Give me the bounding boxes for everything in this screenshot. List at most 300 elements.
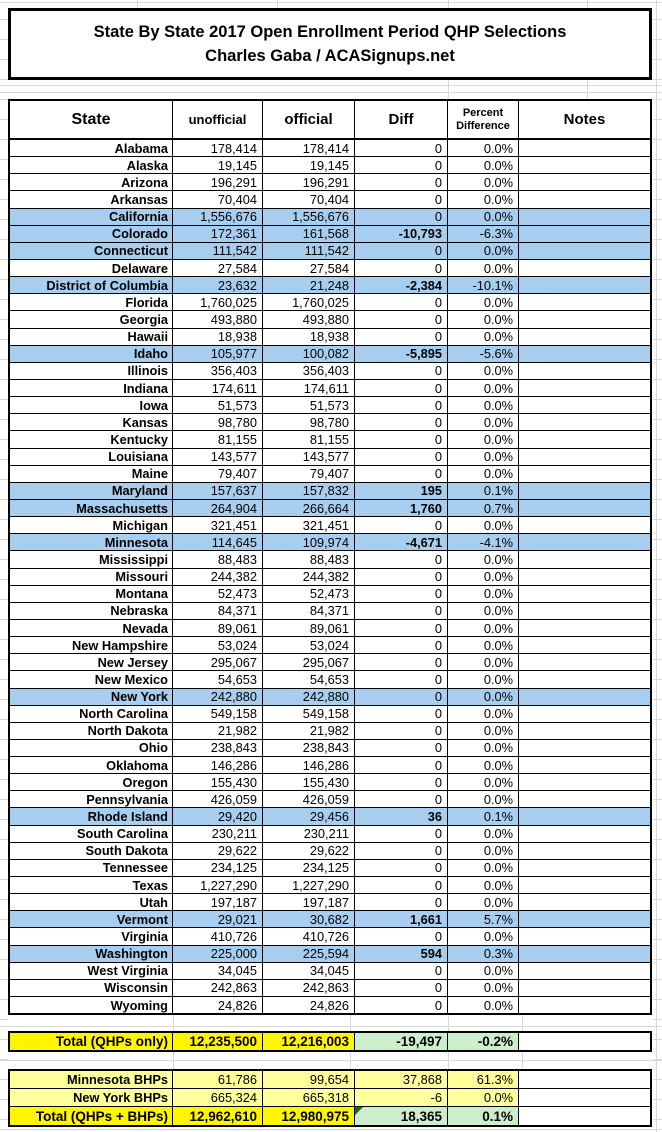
percent-difference-cell[interactable]: -4.1% bbox=[447, 534, 518, 550]
total-qhps-percent-cell[interactable]: -0.2% bbox=[447, 1033, 518, 1050]
diff-value-cell[interactable]: 0 bbox=[354, 466, 447, 482]
diff-value-cell[interactable]: 0 bbox=[354, 586, 447, 602]
diff-value-cell[interactable]: 0 bbox=[354, 363, 447, 379]
notes-cell[interactable] bbox=[518, 517, 650, 533]
percent-difference-cell[interactable]: 0.0% bbox=[447, 414, 518, 430]
ny-bhp-label-cell[interactable]: New York BHPs bbox=[10, 1089, 172, 1106]
mn-bhp-unofficial-cell[interactable]: 61,786 bbox=[172, 1071, 262, 1088]
official-value-cell[interactable]: 52,473 bbox=[262, 586, 354, 602]
diff-value-cell[interactable]: -2,384 bbox=[354, 277, 447, 293]
official-value-cell[interactable]: 100,082 bbox=[262, 346, 354, 362]
official-value-cell[interactable]: 79,407 bbox=[262, 466, 354, 482]
unofficial-value-cell[interactable]: 549,158 bbox=[172, 706, 262, 722]
notes-cell[interactable] bbox=[518, 260, 650, 276]
total-qhps-diff-cell[interactable]: -19,497 bbox=[354, 1033, 447, 1050]
percent-difference-cell[interactable]: 0.0% bbox=[447, 637, 518, 653]
diff-value-cell[interactable]: 0 bbox=[354, 637, 447, 653]
official-value-cell[interactable]: 88,483 bbox=[262, 551, 354, 567]
column-header-official[interactable]: official bbox=[262, 101, 354, 138]
official-value-cell[interactable]: 111,542 bbox=[262, 243, 354, 259]
state-name-cell[interactable]: Kansas bbox=[122, 414, 168, 430]
diff-value-cell[interactable]: 0 bbox=[354, 209, 447, 225]
column-header-unofficial[interactable]: unofficial bbox=[172, 101, 262, 138]
official-value-cell[interactable]: 410,726 bbox=[262, 928, 354, 944]
diff-value-cell[interactable]: 0 bbox=[354, 414, 447, 430]
percent-difference-cell[interactable]: 0.0% bbox=[447, 620, 518, 636]
unofficial-value-cell[interactable]: 18,938 bbox=[172, 329, 262, 345]
state-name-cell[interactable]: South Dakota bbox=[85, 843, 168, 859]
state-name-cell[interactable]: Oklahoma bbox=[106, 757, 168, 773]
diff-value-cell[interactable]: 0 bbox=[354, 997, 447, 1013]
official-value-cell[interactable]: 238,843 bbox=[262, 740, 354, 756]
ny-bhp-notes-cell[interactable] bbox=[518, 1089, 650, 1106]
ny-bhp-diff-cell[interactable]: -6 bbox=[354, 1089, 447, 1106]
state-name-cell[interactable]: Florida bbox=[125, 294, 168, 310]
state-name-cell[interactable]: Arizona bbox=[121, 174, 168, 190]
notes-cell[interactable] bbox=[518, 294, 650, 310]
official-value-cell[interactable]: 155,430 bbox=[262, 774, 354, 790]
official-value-cell[interactable]: 161,568 bbox=[262, 226, 354, 242]
official-value-cell[interactable]: 109,974 bbox=[262, 534, 354, 550]
diff-value-cell[interactable]: 0 bbox=[354, 157, 447, 173]
official-value-cell[interactable]: 24,826 bbox=[262, 997, 354, 1013]
state-name-cell[interactable]: Pennsylvania bbox=[86, 791, 168, 807]
official-value-cell[interactable]: 1,227,290 bbox=[262, 877, 354, 893]
unofficial-value-cell[interactable]: 29,622 bbox=[172, 843, 262, 859]
unofficial-value-cell[interactable]: 234,125 bbox=[172, 860, 262, 876]
state-name-cell[interactable]: Alaska bbox=[126, 157, 168, 173]
notes-cell[interactable] bbox=[518, 603, 650, 619]
diff-value-cell[interactable]: -4,671 bbox=[354, 534, 447, 550]
mn-bhp-label-cell[interactable]: Minnesota BHPs bbox=[10, 1071, 172, 1088]
notes-cell[interactable] bbox=[518, 980, 650, 996]
unofficial-value-cell[interactable]: 70,404 bbox=[172, 191, 262, 207]
state-name-cell[interactable]: Rhode Island bbox=[87, 809, 168, 825]
state-name-cell[interactable]: West Virginia bbox=[87, 963, 168, 979]
unofficial-value-cell[interactable]: 105,977 bbox=[172, 346, 262, 362]
mn-bhp-percent-cell[interactable]: 61.3% bbox=[447, 1071, 518, 1088]
percent-difference-cell[interactable]: 0.0% bbox=[447, 517, 518, 533]
official-value-cell[interactable]: 143,577 bbox=[262, 449, 354, 465]
unofficial-value-cell[interactable]: 242,863 bbox=[172, 980, 262, 996]
grand-total-unofficial-cell[interactable]: 12,962,610 bbox=[172, 1107, 262, 1125]
diff-value-cell[interactable]: 0 bbox=[354, 963, 447, 979]
official-value-cell[interactable]: 356,403 bbox=[262, 363, 354, 379]
diff-value-cell[interactable]: 0 bbox=[354, 689, 447, 705]
diff-value-cell[interactable]: 0 bbox=[354, 740, 447, 756]
percent-difference-cell[interactable]: 0.1% bbox=[447, 483, 518, 499]
state-name-cell[interactable]: New Hampshire bbox=[71, 637, 168, 653]
diff-value-cell[interactable]: 0 bbox=[354, 311, 447, 327]
diff-value-cell[interactable]: 0 bbox=[354, 860, 447, 876]
grand-total-percent-cell[interactable]: 0.1% bbox=[447, 1107, 518, 1125]
state-name-cell[interactable]: Hawaii bbox=[127, 329, 168, 345]
notes-cell[interactable] bbox=[518, 311, 650, 327]
state-name-cell[interactable]: Wisconsin bbox=[104, 980, 168, 996]
official-value-cell[interactable]: 1,556,676 bbox=[262, 209, 354, 225]
percent-difference-cell[interactable]: 0.0% bbox=[447, 603, 518, 619]
mn-bhp-diff-cell[interactable]: 37,868 bbox=[354, 1071, 447, 1088]
diff-value-cell[interactable]: 0 bbox=[354, 569, 447, 585]
notes-cell[interactable] bbox=[518, 329, 650, 345]
diff-value-cell[interactable]: 594 bbox=[354, 946, 447, 962]
state-name-cell[interactable]: North Dakota bbox=[87, 723, 168, 739]
unofficial-value-cell[interactable]: 178,414 bbox=[172, 140, 262, 156]
official-value-cell[interactable]: 234,125 bbox=[262, 860, 354, 876]
state-name-cell[interactable]: Delaware bbox=[111, 260, 168, 276]
unofficial-value-cell[interactable]: 426,059 bbox=[172, 791, 262, 807]
official-value-cell[interactable]: 53,024 bbox=[262, 637, 354, 653]
notes-cell[interactable] bbox=[518, 277, 650, 293]
state-name-cell[interactable]: Utah bbox=[139, 894, 168, 910]
notes-cell[interactable] bbox=[518, 997, 650, 1013]
notes-cell[interactable] bbox=[518, 877, 650, 893]
state-name-cell[interactable]: Alabama bbox=[114, 140, 168, 156]
unofficial-value-cell[interactable]: 238,843 bbox=[172, 740, 262, 756]
official-value-cell[interactable]: 1,760,025 bbox=[262, 294, 354, 310]
state-name-cell[interactable]: Maryland bbox=[111, 483, 168, 499]
official-value-cell[interactable]: 146,286 bbox=[262, 757, 354, 773]
notes-cell[interactable] bbox=[518, 586, 650, 602]
official-value-cell[interactable]: 89,061 bbox=[262, 620, 354, 636]
diff-value-cell[interactable]: 0 bbox=[354, 843, 447, 859]
unofficial-value-cell[interactable]: 146,286 bbox=[172, 757, 262, 773]
notes-cell[interactable] bbox=[518, 740, 650, 756]
state-name-cell[interactable]: Montana bbox=[115, 586, 168, 602]
state-name-cell[interactable]: District of Columbia bbox=[46, 277, 168, 293]
percent-difference-cell[interactable]: 0.7% bbox=[447, 500, 518, 516]
notes-cell[interactable] bbox=[518, 534, 650, 550]
unofficial-value-cell[interactable]: 174,611 bbox=[172, 380, 262, 396]
state-name-cell[interactable]: Massachusetts bbox=[76, 500, 168, 516]
total-qhps-unofficial-cell[interactable]: 12,235,500 bbox=[172, 1033, 262, 1050]
state-name-cell[interactable]: Texas bbox=[132, 877, 168, 893]
percent-difference-cell[interactable]: 0.0% bbox=[447, 260, 518, 276]
official-value-cell[interactable]: 98,780 bbox=[262, 414, 354, 430]
unofficial-value-cell[interactable]: 242,880 bbox=[172, 689, 262, 705]
unofficial-value-cell[interactable]: 295,067 bbox=[172, 654, 262, 670]
notes-cell[interactable] bbox=[518, 843, 650, 859]
diff-value-cell[interactable]: -10,793 bbox=[354, 226, 447, 242]
unofficial-value-cell[interactable]: 244,382 bbox=[172, 569, 262, 585]
official-value-cell[interactable]: 157,832 bbox=[262, 483, 354, 499]
notes-cell[interactable] bbox=[518, 654, 650, 670]
diff-value-cell[interactable]: 0 bbox=[354, 723, 447, 739]
notes-cell[interactable] bbox=[518, 791, 650, 807]
official-value-cell[interactable]: 174,611 bbox=[262, 380, 354, 396]
official-value-cell[interactable]: 84,371 bbox=[262, 603, 354, 619]
notes-cell[interactable] bbox=[518, 191, 650, 207]
notes-cell[interactable] bbox=[518, 157, 650, 173]
percent-difference-cell[interactable]: 0.0% bbox=[447, 774, 518, 790]
official-value-cell[interactable]: 178,414 bbox=[262, 140, 354, 156]
notes-cell[interactable] bbox=[518, 723, 650, 739]
official-value-cell[interactable]: 225,594 bbox=[262, 946, 354, 962]
diff-value-cell[interactable]: 0 bbox=[354, 397, 447, 413]
unofficial-value-cell[interactable]: 19,145 bbox=[172, 157, 262, 173]
mn-bhp-official-cell[interactable]: 99,654 bbox=[262, 1071, 354, 1088]
unofficial-value-cell[interactable]: 84,371 bbox=[172, 603, 262, 619]
official-value-cell[interactable]: 196,291 bbox=[262, 174, 354, 190]
percent-difference-cell[interactable]: -5.6% bbox=[447, 346, 518, 362]
percent-difference-cell[interactable]: 0.0% bbox=[447, 140, 518, 156]
official-value-cell[interactable]: 197,187 bbox=[262, 894, 354, 910]
percent-difference-cell[interactable]: 0.0% bbox=[447, 397, 518, 413]
notes-cell[interactable] bbox=[518, 174, 650, 190]
notes-cell[interactable] bbox=[518, 431, 650, 447]
notes-cell[interactable] bbox=[518, 140, 650, 156]
percent-difference-cell[interactable]: -6.3% bbox=[447, 226, 518, 242]
diff-value-cell[interactable]: 0 bbox=[354, 757, 447, 773]
state-name-cell[interactable]: Washington bbox=[95, 946, 168, 962]
percent-difference-cell[interactable]: 0.0% bbox=[447, 706, 518, 722]
state-name-cell[interactable]: Ohio bbox=[138, 740, 168, 756]
notes-cell[interactable] bbox=[518, 894, 650, 910]
notes-cell[interactable] bbox=[518, 911, 650, 927]
diff-value-cell[interactable]: 0 bbox=[354, 329, 447, 345]
notes-cell[interactable] bbox=[518, 346, 650, 362]
diff-value-cell[interactable]: 0 bbox=[354, 260, 447, 276]
unofficial-value-cell[interactable]: 143,577 bbox=[172, 449, 262, 465]
percent-difference-cell[interactable]: 0.0% bbox=[447, 551, 518, 567]
official-value-cell[interactable]: 21,248 bbox=[262, 277, 354, 293]
state-name-cell[interactable]: Indiana bbox=[123, 380, 168, 396]
unofficial-value-cell[interactable]: 27,584 bbox=[172, 260, 262, 276]
diff-value-cell[interactable]: 0 bbox=[354, 431, 447, 447]
notes-cell[interactable] bbox=[518, 551, 650, 567]
unofficial-value-cell[interactable]: 172,361 bbox=[172, 226, 262, 242]
unofficial-value-cell[interactable]: 225,000 bbox=[172, 946, 262, 962]
unofficial-value-cell[interactable]: 24,826 bbox=[172, 997, 262, 1013]
state-name-cell[interactable]: Iowa bbox=[139, 397, 168, 413]
diff-value-cell[interactable]: 0 bbox=[354, 928, 447, 944]
unofficial-value-cell[interactable]: 264,904 bbox=[172, 500, 262, 516]
official-value-cell[interactable]: 266,664 bbox=[262, 500, 354, 516]
state-name-cell[interactable]: Missouri bbox=[115, 569, 168, 585]
unofficial-value-cell[interactable]: 410,726 bbox=[172, 928, 262, 944]
notes-cell[interactable] bbox=[518, 363, 650, 379]
unofficial-value-cell[interactable]: 89,061 bbox=[172, 620, 262, 636]
official-value-cell[interactable]: 70,404 bbox=[262, 191, 354, 207]
diff-value-cell[interactable]: 0 bbox=[354, 894, 447, 910]
official-value-cell[interactable]: 29,622 bbox=[262, 843, 354, 859]
percent-difference-cell[interactable]: 0.0% bbox=[447, 311, 518, 327]
diff-value-cell[interactable]: 0 bbox=[354, 791, 447, 807]
percent-difference-cell[interactable]: 0.0% bbox=[447, 928, 518, 944]
column-header-notes[interactable]: Notes bbox=[518, 101, 650, 138]
percent-difference-cell[interactable]: 0.0% bbox=[447, 431, 518, 447]
percent-difference-cell[interactable]: 0.0% bbox=[447, 449, 518, 465]
unofficial-value-cell[interactable]: 81,155 bbox=[172, 431, 262, 447]
notes-cell[interactable] bbox=[518, 226, 650, 242]
notes-cell[interactable] bbox=[518, 860, 650, 876]
state-name-cell[interactable]: New Jersey bbox=[97, 654, 168, 670]
diff-value-cell[interactable]: 0 bbox=[354, 140, 447, 156]
percent-difference-cell[interactable]: 0.0% bbox=[447, 860, 518, 876]
state-name-cell[interactable]: Nevada bbox=[122, 620, 168, 636]
percent-difference-cell[interactable]: 0.0% bbox=[447, 757, 518, 773]
state-name-cell[interactable]: New Mexico bbox=[94, 671, 168, 687]
grand-total-official-cell[interactable]: 12,980,975 bbox=[262, 1107, 354, 1125]
state-name-cell[interactable]: Minnesota bbox=[104, 534, 168, 550]
percent-difference-cell[interactable]: 0.0% bbox=[447, 363, 518, 379]
official-value-cell[interactable]: 21,982 bbox=[262, 723, 354, 739]
diff-value-cell[interactable]: -5,895 bbox=[354, 346, 447, 362]
diff-value-cell[interactable]: 0 bbox=[354, 191, 447, 207]
official-value-cell[interactable]: 81,155 bbox=[262, 431, 354, 447]
official-value-cell[interactable]: 244,382 bbox=[262, 569, 354, 585]
percent-difference-cell[interactable]: 0.0% bbox=[447, 791, 518, 807]
state-name-cell[interactable]: Louisiana bbox=[108, 449, 168, 465]
diff-value-cell[interactable]: 0 bbox=[354, 294, 447, 310]
percent-difference-cell[interactable]: 0.0% bbox=[447, 877, 518, 893]
percent-difference-cell[interactable]: 0.0% bbox=[447, 191, 518, 207]
diff-value-cell[interactable]: 0 bbox=[354, 671, 447, 687]
state-name-cell[interactable]: Georgia bbox=[119, 311, 168, 327]
unofficial-value-cell[interactable]: 1,760,025 bbox=[172, 294, 262, 310]
official-value-cell[interactable]: 51,573 bbox=[262, 397, 354, 413]
percent-difference-cell[interactable]: 0.0% bbox=[447, 174, 518, 190]
state-name-cell[interactable]: Kentucky bbox=[110, 431, 168, 447]
notes-cell[interactable] bbox=[518, 449, 650, 465]
notes-cell[interactable] bbox=[518, 637, 650, 653]
grand-total-label-cell[interactable]: Total (QHPs + BHPs) bbox=[10, 1107, 172, 1125]
notes-cell[interactable] bbox=[518, 243, 650, 259]
percent-difference-cell[interactable]: 0.0% bbox=[447, 826, 518, 842]
grand-total-notes-cell[interactable] bbox=[518, 1107, 650, 1125]
notes-cell[interactable] bbox=[518, 483, 650, 499]
percent-difference-cell[interactable]: 0.0% bbox=[447, 740, 518, 756]
state-name-cell[interactable]: Connecticut bbox=[94, 243, 168, 259]
percent-difference-cell[interactable]: 0.0% bbox=[447, 586, 518, 602]
title-box[interactable] bbox=[8, 8, 652, 80]
percent-difference-cell[interactable]: 0.0% bbox=[447, 209, 518, 225]
diff-value-cell[interactable]: 0 bbox=[354, 243, 447, 259]
notes-cell[interactable] bbox=[518, 774, 650, 790]
percent-difference-cell[interactable]: 0.1% bbox=[447, 808, 518, 824]
state-name-cell[interactable]: North Carolina bbox=[79, 706, 168, 722]
official-value-cell[interactable]: 321,451 bbox=[262, 517, 354, 533]
official-value-cell[interactable]: 493,880 bbox=[262, 311, 354, 327]
unofficial-value-cell[interactable]: 157,637 bbox=[172, 483, 262, 499]
percent-difference-cell[interactable]: 0.0% bbox=[447, 980, 518, 996]
grand-total-diff-cell[interactable] bbox=[354, 1107, 447, 1125]
unofficial-value-cell[interactable]: 356,403 bbox=[172, 363, 262, 379]
diff-value-cell[interactable]: 0 bbox=[354, 551, 447, 567]
notes-cell[interactable] bbox=[518, 397, 650, 413]
official-value-cell[interactable]: 29,456 bbox=[262, 808, 354, 824]
percent-difference-cell[interactable]: 0.0% bbox=[447, 380, 518, 396]
diff-value-cell[interactable]: 0 bbox=[354, 380, 447, 396]
unofficial-value-cell[interactable]: 111,542 bbox=[172, 243, 262, 259]
state-name-cell[interactable]: Vermont bbox=[116, 911, 168, 927]
diff-value-cell[interactable]: 36 bbox=[354, 808, 447, 824]
state-name-cell[interactable]: California bbox=[108, 209, 168, 225]
diff-value-cell[interactable]: 1,760 bbox=[354, 500, 447, 516]
percent-difference-cell[interactable]: 0.0% bbox=[447, 689, 518, 705]
percent-difference-cell[interactable]: 0.0% bbox=[447, 569, 518, 585]
diff-value-cell[interactable]: 1,661 bbox=[354, 911, 447, 927]
diff-value-cell[interactable]: 0 bbox=[354, 517, 447, 533]
unofficial-value-cell[interactable]: 34,045 bbox=[172, 963, 262, 979]
notes-cell[interactable] bbox=[518, 826, 650, 842]
notes-cell[interactable] bbox=[518, 671, 650, 687]
percent-difference-cell[interactable]: 0.0% bbox=[447, 466, 518, 482]
unofficial-value-cell[interactable]: 98,780 bbox=[172, 414, 262, 430]
official-value-cell[interactable]: 18,938 bbox=[262, 329, 354, 345]
unofficial-value-cell[interactable]: 52,473 bbox=[172, 586, 262, 602]
percent-difference-cell[interactable]: 0.0% bbox=[447, 671, 518, 687]
state-name-cell[interactable]: Colorado bbox=[111, 226, 168, 242]
ny-bhp-official-cell[interactable]: 665,318 bbox=[262, 1089, 354, 1106]
unofficial-value-cell[interactable]: 230,211 bbox=[172, 826, 262, 842]
state-name-cell[interactable]: Nebraska bbox=[110, 603, 168, 619]
notes-cell[interactable] bbox=[518, 209, 650, 225]
state-name-cell[interactable]: Michigan bbox=[112, 517, 168, 533]
unofficial-value-cell[interactable]: 493,880 bbox=[172, 311, 262, 327]
notes-cell[interactable] bbox=[518, 380, 650, 396]
percent-difference-cell[interactable]: 0.0% bbox=[447, 963, 518, 979]
total-qhps-label-cell[interactable]: Total (QHPs only) bbox=[10, 1033, 172, 1050]
official-value-cell[interactable]: 230,211 bbox=[262, 826, 354, 842]
unofficial-value-cell[interactable]: 88,483 bbox=[172, 551, 262, 567]
official-value-cell[interactable]: 27,584 bbox=[262, 260, 354, 276]
official-value-cell[interactable]: 242,880 bbox=[262, 689, 354, 705]
notes-cell[interactable] bbox=[518, 500, 650, 516]
official-value-cell[interactable]: 295,067 bbox=[262, 654, 354, 670]
total-qhps-official-cell[interactable]: 12,216,003 bbox=[262, 1033, 354, 1050]
mn-bhp-notes-cell[interactable] bbox=[518, 1071, 650, 1088]
unofficial-value-cell[interactable]: 114,645 bbox=[172, 534, 262, 550]
percent-difference-cell[interactable]: 0.0% bbox=[447, 157, 518, 173]
state-name-cell[interactable]: Arkansas bbox=[110, 191, 168, 207]
unofficial-value-cell[interactable]: 155,430 bbox=[172, 774, 262, 790]
notes-cell[interactable] bbox=[518, 928, 650, 944]
state-name-cell[interactable]: Illinois bbox=[127, 363, 168, 379]
diff-value-cell[interactable]: 0 bbox=[354, 654, 447, 670]
diff-value-cell[interactable]: 0 bbox=[354, 826, 447, 842]
column-header-percent-difference[interactable]: Percent Difference bbox=[447, 101, 518, 138]
percent-difference-cell[interactable]: 0.0% bbox=[447, 723, 518, 739]
percent-difference-cell[interactable]: 0.0% bbox=[447, 997, 518, 1013]
notes-cell[interactable] bbox=[518, 620, 650, 636]
diff-value-cell[interactable]: 0 bbox=[354, 449, 447, 465]
diff-value-cell[interactable]: 0 bbox=[354, 774, 447, 790]
state-name-cell[interactable]: Tennessee bbox=[102, 860, 168, 876]
notes-cell[interactable] bbox=[518, 689, 650, 705]
state-name-cell[interactable]: Mississippi bbox=[99, 551, 168, 567]
official-value-cell[interactable]: 54,653 bbox=[262, 671, 354, 687]
diff-value-cell[interactable]: 0 bbox=[354, 980, 447, 996]
percent-difference-cell[interactable]: -10.1% bbox=[447, 277, 518, 293]
percent-difference-cell[interactable]: 0.0% bbox=[447, 894, 518, 910]
unofficial-value-cell[interactable]: 29,420 bbox=[172, 808, 262, 824]
percent-difference-cell[interactable]: 0.0% bbox=[447, 843, 518, 859]
percent-difference-cell[interactable]: 0.3% bbox=[447, 946, 518, 962]
official-value-cell[interactable]: 549,158 bbox=[262, 706, 354, 722]
notes-cell[interactable] bbox=[518, 466, 650, 482]
diff-value-cell[interactable]: 0 bbox=[354, 620, 447, 636]
diff-value-cell[interactable]: 0 bbox=[354, 174, 447, 190]
state-name-cell[interactable]: New York bbox=[110, 689, 168, 705]
unofficial-value-cell[interactable]: 321,451 bbox=[172, 517, 262, 533]
notes-cell[interactable] bbox=[518, 706, 650, 722]
notes-cell[interactable] bbox=[518, 757, 650, 773]
diff-value-cell[interactable]: 0 bbox=[354, 706, 447, 722]
state-name-cell[interactable]: Virginia bbox=[121, 929, 168, 945]
notes-cell[interactable] bbox=[518, 963, 650, 979]
official-value-cell[interactable]: 19,145 bbox=[262, 157, 354, 173]
